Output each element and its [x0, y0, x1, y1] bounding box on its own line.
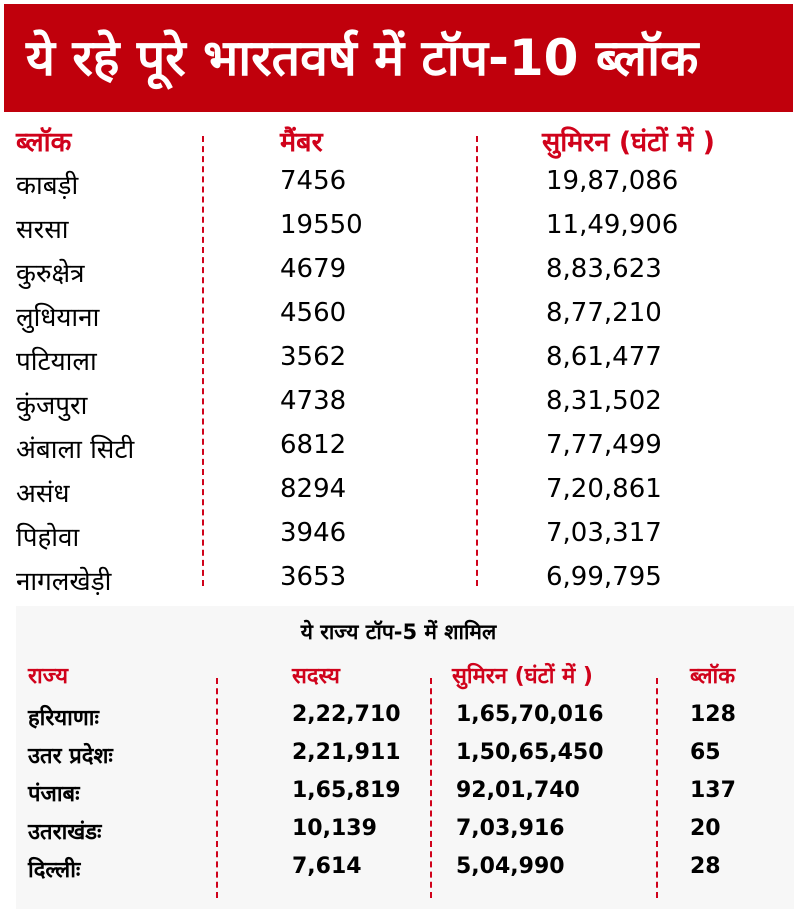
column-header-blocks: ब्लॉक: [690, 664, 736, 689]
block-count: 28: [690, 854, 721, 879]
state-name: दिल्लीः: [28, 858, 81, 883]
block-name: पटियाला: [16, 347, 97, 377]
sumiran-hours: 11,49,906: [546, 210, 679, 240]
sumiran-hours: 1,65,70,016: [456, 702, 604, 727]
block-name: काबड़ी: [16, 171, 79, 201]
member-count: 1,65,819: [292, 778, 401, 803]
state-name: पंजाबः: [28, 782, 80, 807]
member-count: 8294: [280, 474, 347, 504]
sumiran-hours: 7,77,499: [546, 430, 662, 460]
member-count: 3946: [280, 518, 347, 548]
member-count: 7,614: [292, 854, 362, 879]
member-count: 4679: [280, 254, 347, 284]
member-count: 10,139: [292, 816, 377, 841]
header-banner: [4, 4, 793, 112]
top-states-box: [16, 606, 794, 909]
column-header-block: ब्लॉक: [16, 127, 72, 158]
member-count: 4738: [280, 386, 347, 416]
column-divider: [430, 678, 432, 898]
column-header-members: सदस्य: [292, 664, 340, 689]
member-count: 3653: [280, 562, 347, 592]
member-count: 7456: [280, 166, 347, 196]
sumiran-hours: 92,01,740: [456, 778, 580, 803]
block-name: कुरुक्षेत्र: [16, 259, 85, 289]
column-divider: [656, 678, 658, 898]
column-header-sumiran: सुमिरन (घंटों में ): [452, 664, 593, 689]
state-name: उतराखंडः: [28, 820, 102, 845]
member-count: 19550: [280, 210, 363, 240]
block-name: लुधियाना: [16, 303, 100, 333]
block-name: असंध: [16, 479, 70, 509]
sumiran-hours: 8,77,210: [546, 298, 662, 328]
sumiran-hours: 6,99,795: [546, 562, 662, 592]
block-count: 20: [690, 816, 721, 841]
column-divider: [202, 136, 204, 586]
sumiran-hours: 7,03,317: [546, 518, 662, 548]
column-header-sumiran: सुमिरन (घंटों में ): [542, 127, 716, 158]
sumiran-hours: 8,31,502: [546, 386, 662, 416]
member-count: 2,22,710: [292, 702, 401, 727]
sumiran-hours: 7,03,916: [456, 816, 565, 841]
member-count: 3562: [280, 342, 347, 372]
sumiran-hours: 5,04,990: [456, 854, 565, 879]
member-count: 4560: [280, 298, 347, 328]
sumiran-hours: 19,87,086: [546, 166, 679, 196]
page-title: ये रहे पूरे भारतवर्ष में टॉप-10 ब्लॉक: [26, 29, 699, 87]
block-count: 137: [690, 778, 736, 803]
column-header-members: मैंबर: [280, 127, 323, 158]
state-name: हरियाणाः: [28, 706, 99, 731]
block-count: 128: [690, 702, 736, 727]
member-count: 6812: [280, 430, 347, 460]
sumiran-hours: 1,50,65,450: [456, 740, 604, 765]
block-name: पिहोवा: [16, 523, 80, 553]
sumiran-hours: 8,83,623: [546, 254, 662, 284]
column-header-state: राज्य: [28, 664, 69, 689]
block-name: सरसा: [16, 215, 69, 245]
column-divider: [216, 678, 218, 898]
sumiran-hours: 8,61,477: [546, 342, 662, 372]
states-section-title: ये राज्य टॉप-5 में शामिल: [300, 620, 497, 644]
member-count: 2,21,911: [292, 740, 401, 765]
sumiran-hours: 7,20,861: [546, 474, 662, 504]
block-name: कुंजपुरा: [16, 391, 88, 421]
state-name: उतर प्रदेशः: [28, 744, 113, 769]
block-name: नागलखेड़ी: [16, 567, 112, 597]
block-count: 65: [690, 740, 721, 765]
block-name: अंबाला सिटी: [16, 435, 135, 465]
column-divider: [476, 136, 478, 586]
